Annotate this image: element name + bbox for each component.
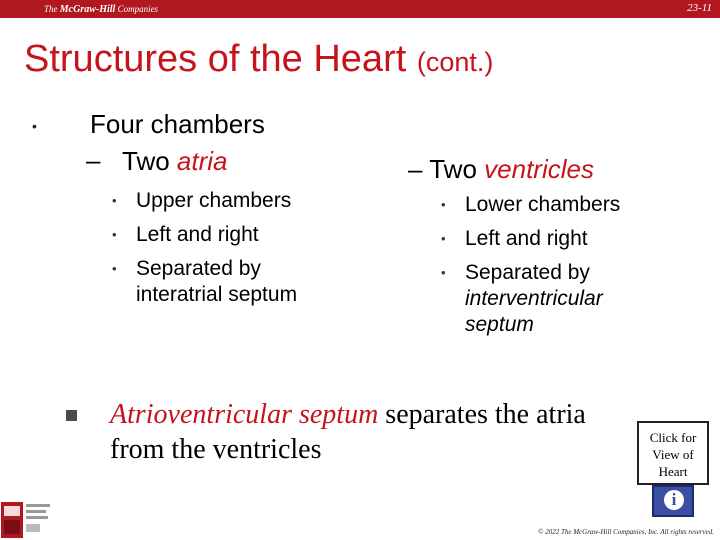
ventricles-septum-1: interventricular [465, 287, 603, 310]
ventricles-dash: – [408, 154, 423, 184]
list-item: • Lower chambers [447, 188, 620, 222]
view-heart-link[interactable] [637, 421, 709, 485]
list-item [118, 252, 297, 308]
square-bullet-icon [66, 410, 77, 421]
publisher-name [44, 2, 158, 17]
info-icon: i [664, 490, 684, 510]
atria-list [118, 184, 297, 308]
publisher-logo [1, 496, 53, 540]
ventricles-septum-2: septum [465, 313, 534, 336]
bullet-icon: • [32, 118, 37, 134]
ventricles-prefix: Two [429, 154, 485, 184]
publisher-suffix: Companies [115, 4, 159, 14]
atria-dash: – [86, 145, 101, 175]
publisher-brand: McGraw-Hill [59, 4, 116, 15]
clickbox-line2: View of [652, 447, 694, 462]
list-item: • Left and right [447, 222, 620, 256]
slide-number: 23-11 [687, 2, 712, 14]
list-item: • Left and right [118, 218, 297, 252]
atria-term: atria [176, 146, 228, 176]
atria-heading [122, 145, 228, 177]
list-item [447, 256, 620, 338]
ventricles-term: ventricles [484, 154, 594, 184]
title-main: Structures of the Heart [24, 38, 407, 80]
publisher-prefix: The [44, 4, 60, 14]
ventricles-heading [408, 153, 594, 185]
atria-prefix: Two [122, 146, 177, 176]
header-bar [0, 0, 720, 18]
info-button[interactable] [652, 485, 694, 517]
clickbox-line3: Heart [658, 464, 688, 479]
bottom-statement [110, 397, 620, 467]
list-item: • Upper chambers [118, 184, 297, 218]
copyright-text: © 2022 The McGraw-Hill Companies, Inc. All rights reserved. [538, 528, 714, 536]
clickbox-line1: Click for [649, 430, 697, 445]
bottom-term: Atrioventricular septum [110, 399, 379, 430]
main-bullet-text: Four chambers [90, 109, 265, 139]
atria-item-3: Separated by [136, 257, 261, 280]
atria-septum: interatrial septum [136, 283, 298, 306]
slide-title [24, 36, 493, 85]
bottom-rest: separates the atria from the ventricles [110, 399, 586, 465]
ventricles-list [447, 188, 620, 338]
ventricles-item-3: Separated by [465, 261, 590, 284]
title-cont: (cont.) [416, 47, 494, 77]
